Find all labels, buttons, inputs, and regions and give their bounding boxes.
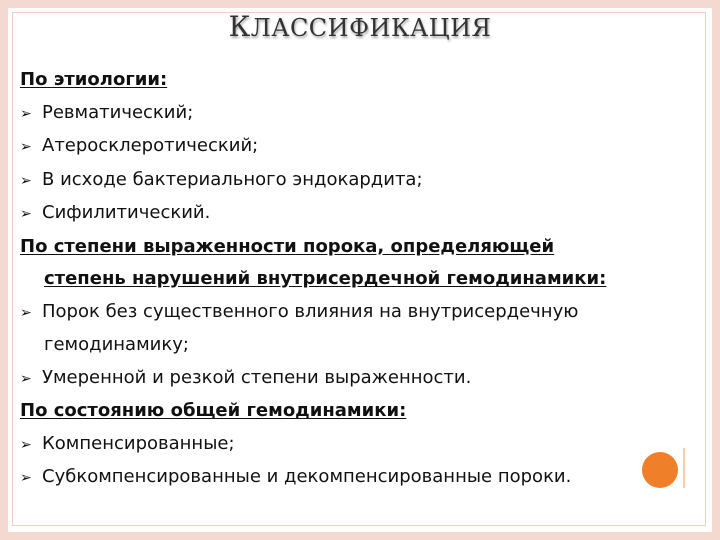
- section-heading: По степени выраженности порока, определяющей: [20, 235, 555, 257]
- list-item-continuation: гемодинамику;: [44, 334, 189, 355]
- list-item: ➢ Порок без существенного влияния на внутрисердечную: [20, 296, 700, 330]
- section-heading: По этиологии:: [20, 69, 168, 90]
- list-item: ➢ Сифилитический.: [20, 197, 700, 231]
- section-heading-continuation: степень нарушений внутрисердечной гемодинамики:: [44, 268, 607, 289]
- list-item: ➢ Субкомпенсированные и декомпенсированные пороки.: [20, 461, 700, 495]
- frame-bottom: [0, 532, 720, 540]
- list-item: ➢ Компенсированные;: [20, 428, 700, 462]
- title-rest: ЛАССИФИКАЦИЯ: [250, 14, 492, 42]
- title-first-letter: К: [228, 10, 251, 43]
- frame-right: [712, 0, 720, 540]
- frame-top: [0, 0, 720, 8]
- frame-left: [0, 0, 8, 540]
- arrow-bullet-icon: ➢: [20, 436, 32, 453]
- arrow-bullet-icon: ➢: [20, 172, 32, 189]
- list-item: ➢ Ревматический;: [20, 97, 700, 131]
- slide-title: [0, 10, 720, 43]
- arrow-bullet-icon: ➢: [20, 206, 32, 222]
- arrow-bullet-icon: ➢: [20, 304, 32, 321]
- arrow-bullet-icon: ➢: [20, 370, 32, 387]
- arrow-bullet-icon: ➢: [20, 105, 32, 122]
- list-item: ➢ Умеренной и резкой степени выраженности.: [20, 362, 700, 396]
- slide-content: [20, 64, 700, 495]
- list-item: ➢ Атеросклеротический;: [20, 130, 700, 164]
- section-heading: По состоянию общей гемодинамики:: [20, 400, 407, 421]
- arrow-bullet-icon: ➢: [20, 470, 32, 486]
- list-item: ➢ В исходе бактериального эндокардита;: [20, 164, 700, 198]
- arrow-bullet-icon: ➢: [20, 139, 32, 155]
